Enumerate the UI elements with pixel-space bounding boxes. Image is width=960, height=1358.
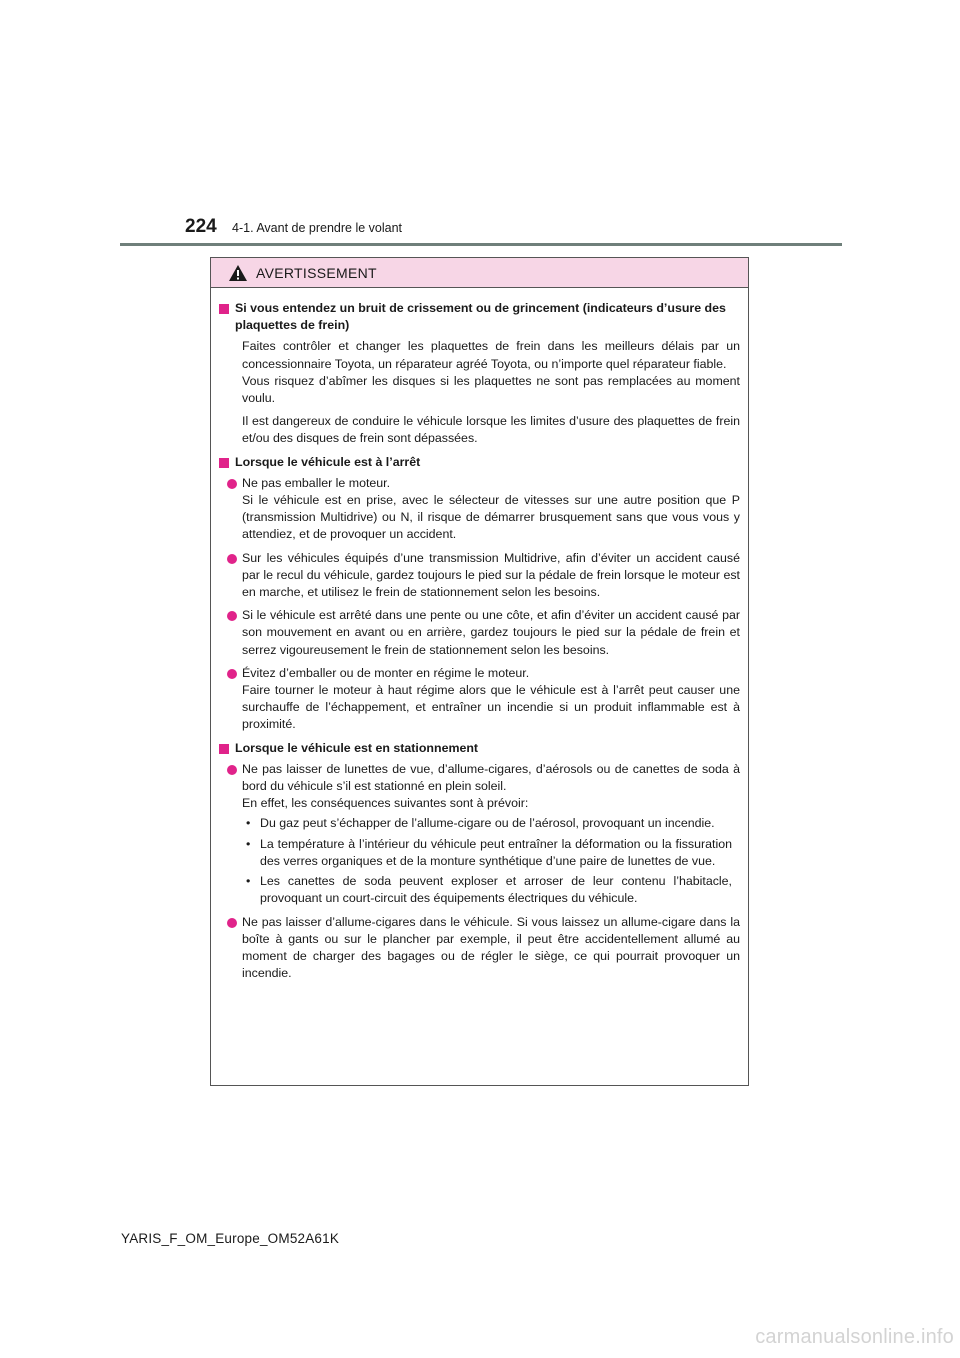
square-bullet-icon — [219, 458, 229, 468]
square-bullet-icon — [219, 304, 229, 314]
warning-title: AVERTISSEMENT — [256, 264, 377, 281]
round-bullet-icon — [227, 554, 237, 564]
round-bullet-icon — [227, 765, 237, 775]
round-bullet-icon — [227, 611, 237, 621]
list-item: Ne pas laisser de lunettes de vue, d’allume-cigares, d’aérosols ou de canettes de soda à bord du véhicule s’il est stationné en plein soleil. En effet, les conséquences suivantes sont à prévoir: • Du gaz peut s’échapper de l’allume-cigare ou de l’aérosol, provoquant un incendie. • La température à l’intérieur du véhicule peut entraîner la déformation ou la fissuration des verres organiques et de la monture synthétique d’une paire de lunettes de vue. • Les canettes de soda peuvent exploser et arroser de leur contenu l’habitacle, provoquant un court-circuit des équipements électriques du véhicule. — [219, 761, 740, 908]
round-bullet-icon — [227, 918, 237, 928]
list-item: Si le véhicule est arrêté dans une pente ou une côte, et afin d’éviter un accident causé par son mouvement en avant ou en arrière, gardez toujours le pied sur la pédale de frein et serrez vigoureusement le frein de stationnement selon les besoins. — [219, 607, 740, 659]
section-heading: Lorsque le véhicule est en stationnement — [219, 740, 740, 757]
section-heading: Lorsque le véhicule est à l’arrêt — [219, 454, 740, 471]
section-heading: Si vous entendez un bruit de crissement ou de grincement (indicateurs d’usure des plaquettes de frein) — [219, 300, 740, 334]
warning-content — [211, 288, 748, 982]
sub-list-item: • Du gaz peut s’échapper de l’allume-cigare ou de l’aérosol, provoquant un incendie. — [246, 816, 715, 831]
document-code: YARIS_F_OM_Europe_OM52A61K — [121, 1231, 340, 1246]
section-title: 4-1. Avant de prendre le volant — [232, 221, 403, 235]
list-item: Sur les véhicules équipés d’une transmission Multidrive, afin d’éviter un accident causé par le recul du véhicule, gardez toujours le pied sur la pédale de frein lorsque le moteur est en marche, et utilisez le frein de stationnement selon les besoins. — [219, 550, 740, 602]
paragraph: Faites contrôler et changer les plaquettes de frein dans les meilleurs délais par un concessionnaire Toyota, un réparateur agréé Toyota, ou n’importe quel réparateur fiable. Vous risquez d’abîmer les disques si les plaquettes ne sont pas remplacées au moment voulu. — [242, 339, 740, 406]
paragraph: Il est dangereux de conduire le véhicule lorsque les limites d’usure des plaquettes de frein et/ou des disques de frein sont dépassées. — [242, 414, 740, 446]
sub-list-item: • Les canettes de soda peuvent exploser et arroser de leur contenu l’habitacle, provoquant un court-circuit des équipements électriques du véhicule. — [246, 874, 732, 906]
list-item: Ne pas laisser d’allume-cigares dans le véhicule. Si vous laissez un allume-cigare dans la boîte à gants ou sur le plancher par exemple, il peut être accidentellement allumé au moment de charger des bagages ou de régler le siège, ce qui pourrait provoquer un incendie. — [219, 914, 740, 983]
list-item: Évitez d’emballer ou de monter en régime le moteur. Faire tourner le moteur à haut régime alors que le véhicule est à l’arrêt peut causer une surchauffe de l’échappement, et entraîner un incendie si un produit inflammable est à proximité. — [219, 665, 740, 734]
sub-list-item: • La température à l’intérieur du véhicule peut entraîner la déformation ou la fissuration des verres organiques et de la monture synthétique d’une paire de lunettes de vue. — [246, 836, 732, 868]
warning-header — [211, 258, 748, 288]
warning-box — [210, 257, 749, 1086]
list-item: Ne pas emballer le moteur. Si le véhicule est en prise, avec le sélecteur de vitesses sur une autre position que P (transmission Multidrive) ou N, il risque de démarrer brusquement sans que vous vous y attendiez, et de provoquer un accident. — [219, 475, 740, 544]
header-rule — [120, 243, 842, 246]
watermark: carmanualsonline.info — [755, 1326, 954, 1348]
round-bullet-icon — [227, 479, 237, 489]
warning-triangle-icon — [228, 264, 248, 282]
square-bullet-icon — [219, 744, 229, 754]
page-number: 224 — [185, 216, 217, 237]
round-bullet-icon — [227, 669, 237, 679]
